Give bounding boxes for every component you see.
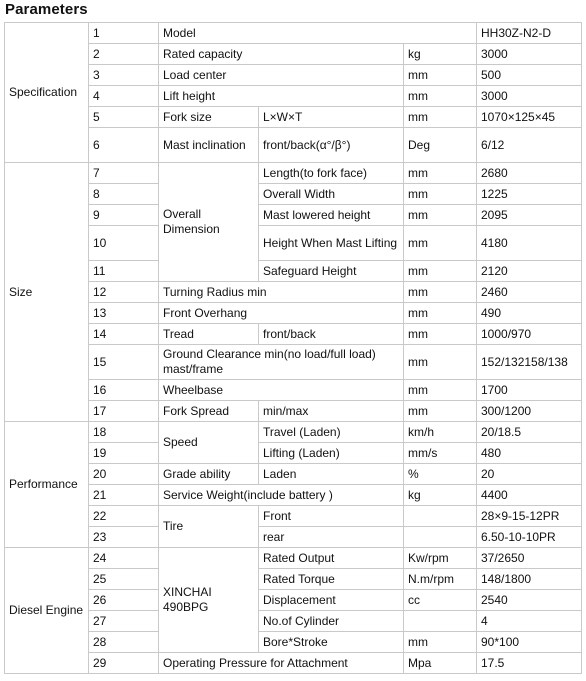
sub-item-label: min/max: [259, 401, 404, 422]
value-cell: 2120: [477, 261, 582, 282]
table-row: [5, 303, 582, 324]
value-cell: 90*100: [477, 632, 582, 653]
value-cell: 1700: [477, 380, 582, 401]
unit-cell: mm: [404, 184, 477, 205]
sub-item-label: Length(to fork face): [259, 163, 404, 184]
unit-cell: cc: [404, 590, 477, 611]
table-row: [5, 632, 582, 653]
category-specification: Specification: [5, 23, 89, 163]
row-number: 21: [89, 485, 159, 506]
unit-cell: kg: [404, 44, 477, 65]
unit-cell: mm: [404, 380, 477, 401]
sub-item-label: Front: [259, 506, 404, 527]
table-row: [5, 527, 582, 548]
row-number: 18: [89, 422, 159, 443]
unit-cell: mm: [404, 226, 477, 261]
row-number: 15: [89, 345, 159, 380]
row-number: 20: [89, 464, 159, 485]
value-cell: 2680: [477, 163, 582, 184]
row-number: 4: [89, 86, 159, 107]
value-cell: 490: [477, 303, 582, 324]
value-cell: 6.50-10-10PR: [477, 527, 582, 548]
unit-cell: [404, 506, 477, 527]
item-label: Mast inclination: [159, 128, 259, 163]
item-label: Fork size: [159, 107, 259, 128]
table-row: [5, 380, 582, 401]
row-number: 6: [89, 128, 159, 163]
sub-item-label: L×W×T: [259, 107, 404, 128]
table-row: [5, 128, 582, 163]
unit-cell: mm: [404, 282, 477, 303]
value-cell: 28×9-15-12PR: [477, 506, 582, 527]
table-row: [5, 261, 582, 282]
table-row: [5, 205, 582, 226]
item-label: Model: [159, 23, 477, 44]
item-label: Tire: [159, 506, 259, 548]
row-number: 10: [89, 226, 159, 261]
sub-item-label: Height When Mast Lifting: [259, 226, 404, 261]
table-row: [5, 548, 582, 569]
unit-cell: mm: [404, 86, 477, 107]
value-cell: 20: [477, 464, 582, 485]
table-row: [5, 345, 582, 380]
item-label: Service Weight(include battery ): [159, 485, 404, 506]
table-row: [5, 485, 582, 506]
unit-cell: [404, 611, 477, 632]
row-number: 12: [89, 282, 159, 303]
item-label: Overall Dimension: [159, 163, 259, 282]
value-cell: 1000/970: [477, 324, 582, 345]
row-number: 14: [89, 324, 159, 345]
value-cell: 1070×125×45: [477, 107, 582, 128]
table-row: [5, 653, 582, 674]
sub-item-label: Travel (Laden): [259, 422, 404, 443]
item-label: Wheelbase: [159, 380, 404, 401]
value-cell: 3000: [477, 44, 582, 65]
row-number: 26: [89, 590, 159, 611]
value-cell: 37/2650: [477, 548, 582, 569]
category-size: Size: [5, 163, 89, 422]
item-label: Fork Spread: [159, 401, 259, 422]
item-label: Speed: [159, 422, 259, 464]
value-cell: HH30Z-N2-D: [477, 23, 582, 44]
table-row: [5, 44, 582, 65]
unit-cell: [404, 527, 477, 548]
unit-cell: N.m/rpm: [404, 569, 477, 590]
row-number: 16: [89, 380, 159, 401]
unit-cell: mm: [404, 163, 477, 184]
row-number: 29: [89, 653, 159, 674]
row-number: 22: [89, 506, 159, 527]
table-row: [5, 65, 582, 86]
unit-cell: kg: [404, 485, 477, 506]
value-cell: 148/1800: [477, 569, 582, 590]
unit-cell: mm/s: [404, 443, 477, 464]
row-number: 25: [89, 569, 159, 590]
item-label: Operating Pressure for Attachment: [159, 653, 404, 674]
item-label: XINCHAI 490BPG: [159, 548, 259, 653]
item-label: Turning Radius min: [159, 282, 404, 303]
unit-cell: mm: [404, 303, 477, 324]
row-number: 19: [89, 443, 159, 464]
sub-item-label: front/back(α°/β°): [259, 128, 404, 163]
value-cell: 17.5: [477, 653, 582, 674]
row-number: 5: [89, 107, 159, 128]
table-row: [5, 464, 582, 485]
table-row: [5, 163, 582, 184]
table-row: [5, 422, 582, 443]
unit-cell: Deg: [404, 128, 477, 163]
row-number: 9: [89, 205, 159, 226]
row-number: 1: [89, 23, 159, 44]
sub-item-label: Mast lowered height: [259, 205, 404, 226]
parameters-table: [4, 22, 582, 674]
row-number: 11: [89, 261, 159, 282]
value-cell: 500: [477, 65, 582, 86]
item-label: Ground Clearance min(no load/full load) mast/frame: [159, 345, 404, 380]
unit-cell: mm: [404, 324, 477, 345]
category-diesel-engine: Diesel Engine: [5, 548, 89, 674]
sub-item-label: rear: [259, 527, 404, 548]
unit-cell: mm: [404, 261, 477, 282]
value-cell: 2460: [477, 282, 582, 303]
table-row: [5, 107, 582, 128]
row-number: 17: [89, 401, 159, 422]
sub-item-label: Displacement: [259, 590, 404, 611]
table-row: [5, 23, 582, 44]
value-cell: 20/18.5: [477, 422, 582, 443]
item-label: Lift height: [159, 86, 404, 107]
item-label: Load center: [159, 65, 404, 86]
table-row: [5, 590, 582, 611]
unit-cell: km/h: [404, 422, 477, 443]
sub-item-label: Laden: [259, 464, 404, 485]
value-cell: 4180: [477, 226, 582, 261]
value-cell: 1225: [477, 184, 582, 205]
value-cell: 300/1200: [477, 401, 582, 422]
row-number: 24: [89, 548, 159, 569]
unit-cell: mm: [404, 205, 477, 226]
item-label: Tread: [159, 324, 259, 345]
row-number: 13: [89, 303, 159, 324]
unit-cell: mm: [404, 401, 477, 422]
row-number: 27: [89, 611, 159, 632]
unit-cell: Kw/rpm: [404, 548, 477, 569]
sub-item-label: Bore*Stroke: [259, 632, 404, 653]
sub-item-label: Safeguard Height: [259, 261, 404, 282]
item-label: Rated capacity: [159, 44, 404, 65]
sub-item-label: No.of Cylinder: [259, 611, 404, 632]
sub-item-label: Lifting (Laden): [259, 443, 404, 464]
table-row: [5, 506, 582, 527]
sub-item-label: Rated Torque: [259, 569, 404, 590]
table-row: [5, 226, 582, 261]
sub-item-label: Overall Width: [259, 184, 404, 205]
value-cell: 3000: [477, 86, 582, 107]
value-cell: 2095: [477, 205, 582, 226]
unit-cell: %: [404, 464, 477, 485]
value-cell: 4400: [477, 485, 582, 506]
table-row: [5, 184, 582, 205]
item-label: Front Overhang: [159, 303, 404, 324]
row-number: 2: [89, 44, 159, 65]
table-row: [5, 401, 582, 422]
value-cell: 4: [477, 611, 582, 632]
sub-item-label: front/back: [259, 324, 404, 345]
unit-cell: mm: [404, 345, 477, 380]
unit-cell: mm: [404, 107, 477, 128]
value-cell: 6/12: [477, 128, 582, 163]
sub-item-label: Rated Output: [259, 548, 404, 569]
row-number: 28: [89, 632, 159, 653]
row-number: 7: [89, 163, 159, 184]
table-row: [5, 86, 582, 107]
row-number: 8: [89, 184, 159, 205]
table-row: [5, 282, 582, 303]
table-row: [5, 324, 582, 345]
value-cell: 2540: [477, 590, 582, 611]
unit-cell: mm: [404, 632, 477, 653]
table-row: [5, 611, 582, 632]
unit-cell: mm: [404, 65, 477, 86]
table-row: [5, 569, 582, 590]
page-title: Parameters: [5, 1, 88, 18]
table-row: [5, 443, 582, 464]
unit-cell: Mpa: [404, 653, 477, 674]
category-performance: Performance: [5, 422, 89, 548]
row-number: 3: [89, 65, 159, 86]
value-cell: 480: [477, 443, 582, 464]
row-number: 23: [89, 527, 159, 548]
value-cell: 152/132158/138: [477, 345, 582, 380]
item-label: Grade ability: [159, 464, 259, 485]
